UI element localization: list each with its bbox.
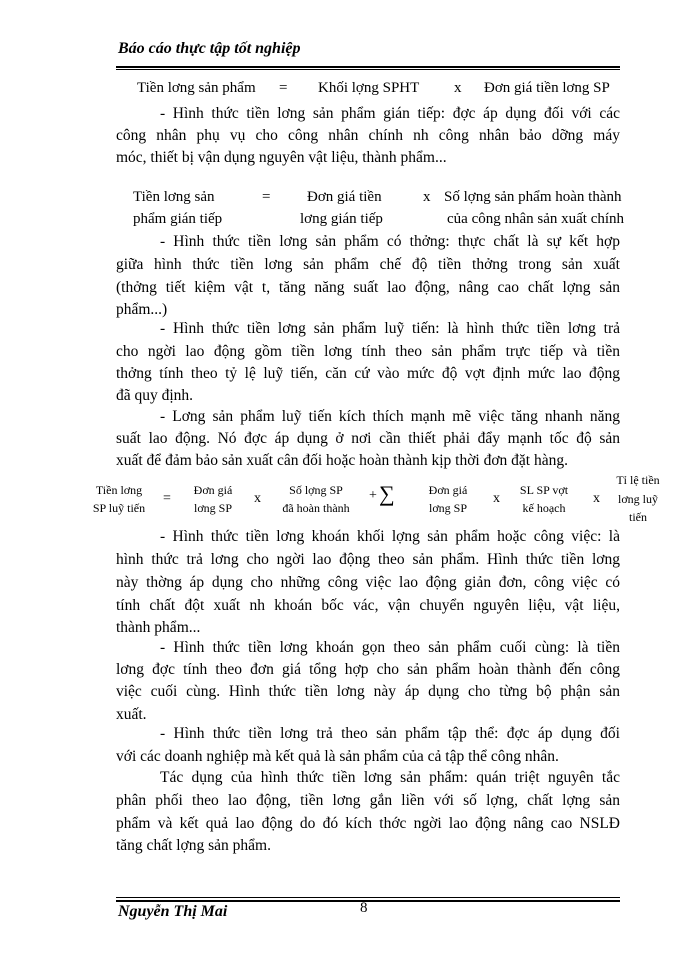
para8-line: phẩm và kết quả lao động do đó kích thớc ngời lao động nâng cao NSLĐ bbox=[116, 815, 620, 832]
header-title: Báo cáo thực tập tốt nghiệp bbox=[118, 40, 301, 57]
para5-line: thành phẩm... bbox=[116, 619, 201, 636]
footer-author: Nguyễn Thị Mai bbox=[118, 903, 228, 920]
formula2-b1: Số lợng sản phẩm hoàn thành bbox=[444, 189, 622, 205]
formula1-eq: = bbox=[279, 80, 288, 96]
para4-line: xuất để đảm bảo sản xuất cân đối hoặc hoàn thành kịp thời đơn đặt hàng. bbox=[116, 452, 568, 469]
para5-line: tính chất đột xuất nh khoán bốc vác, vận chuyển nguyên liệu, vật liệu, bbox=[116, 597, 620, 614]
formula3-sigma: ∑ bbox=[379, 481, 395, 506]
formula3-d1: SL SP vợt bbox=[519, 483, 569, 497]
header-rule-thin bbox=[116, 69, 620, 70]
formula2-eq: = bbox=[262, 189, 271, 205]
para4-line: suất lao động. Nó đợc áp dụng ở nơi cần thiết phải đẩy mạnh tốc độ sản bbox=[116, 430, 620, 447]
formula3-times1: x bbox=[254, 491, 261, 506]
formula1-a: Khối lợng SPHT bbox=[318, 80, 420, 96]
para2-line: giữa hình thức tiền lơng sản phẩm chế độ tiền thởng trong sản xuất bbox=[116, 256, 620, 273]
formula2-lhs2: phẩm gián tiếp bbox=[133, 211, 223, 227]
formula2-lhs1: Tiền lơng sản bbox=[133, 189, 215, 205]
formula2-times: x bbox=[423, 189, 431, 205]
para7-line: - Hình thức tiền lơng trả theo sản phẩm tập thể: đợc áp dụng đối bbox=[160, 725, 620, 742]
formula3-b1: Số lợng SP bbox=[289, 483, 343, 497]
para6-line: lơng đợc tính theo đơn giá tổng hợp cho sản phẩm hoàn thành đến công bbox=[116, 661, 620, 678]
page-number: 8 bbox=[360, 900, 368, 916]
para1-line: móc, thiết bị vận dụng nguyên vật liệu, thành phẩm... bbox=[116, 149, 447, 166]
formula3-times2: x bbox=[493, 491, 500, 506]
para5-line: - Hình thức tiền lơng khoán khối lợng sản phẩm hoặc công việc: là bbox=[160, 528, 620, 545]
para6-line: xuất. bbox=[116, 706, 147, 723]
formula1-b: Đơn giá tiền lơng SP bbox=[484, 80, 610, 96]
para2-line: - Hình thức tiền lơng sản phẩm có thởng: thực chất là sự kết hợp bbox=[160, 233, 620, 250]
formula3-a2: lơng SP bbox=[193, 501, 233, 515]
para5-line: hình thức trả lơng cho ngời lao động theo sản phẩm. Hình thức tiền lơng bbox=[116, 551, 620, 568]
header-rule bbox=[116, 66, 620, 68]
para1-line: - Hình thức tiền lơng sản phẩm gián tiếp: đợc áp dụng đối với các bbox=[160, 105, 620, 122]
para3-line: - Hình thức tiền lơng sản phẩm luỹ tiến: là hình thức tiền lơng trả bbox=[160, 320, 620, 337]
formula3-b2: đã hoàn thành bbox=[282, 501, 350, 515]
para3-line: thởng tính theo tỷ lệ luỹ tiến, căn cứ vào mức độ vợt định mức lao động bbox=[116, 365, 620, 382]
formula3-c2: lơng SP bbox=[428, 501, 468, 515]
para8-line: phân phối theo lao động, tiền lơng gắn liền với số lợng, chất lợng sản bbox=[116, 792, 620, 809]
para6-line: - Hình thức tiền lơng khoán gọn theo sản phẩm cuối cùng: là tiền bbox=[160, 639, 620, 656]
formula3-lhs1: Tiền lơng bbox=[95, 483, 143, 497]
formula1-lhs: Tiền lơng sản phẩm bbox=[137, 80, 256, 96]
formula1-times: x bbox=[454, 80, 462, 96]
para6-line: việc cuối cùng. Hình thức tiền lơng này áp dụng cho từng bộ phận sản bbox=[116, 683, 620, 700]
formula3-lhs2: SP luỹ tiến bbox=[92, 501, 146, 515]
formula3-eq: = bbox=[163, 491, 171, 506]
formula3-c1: Đơn giá bbox=[428, 483, 468, 497]
formula3-plus: + bbox=[369, 488, 377, 503]
para3-line: đã quy định. bbox=[116, 387, 194, 404]
para5-line: này thờng áp dụng cho những công việc lao động giản đơn, công việc có bbox=[116, 574, 620, 591]
para1-line: công nhân phụ vụ cho công nhân chính nh công nhân bảo dỡng máy bbox=[116, 127, 620, 144]
para3-line: cho ngời lao động gồm tiền lơng tính theo sản phẩm trực tiếp và tiền bbox=[116, 343, 620, 360]
formula2-a2: lơng gián tiếp bbox=[300, 211, 383, 227]
formula2-a1: Đơn giá tiền bbox=[307, 189, 382, 205]
formula2-b2: của công nhân sản xuất chính bbox=[447, 211, 625, 227]
formula3-times3: x bbox=[593, 491, 600, 506]
para4-line: - Lơng sản phẩm luỹ tiến kích thích mạnh mẽ việc tăng nhanh năng bbox=[160, 408, 620, 425]
formula3-e2: lơng luỹ bbox=[617, 492, 658, 506]
formula3-e1: Tỉ lệ tiền bbox=[616, 473, 660, 487]
formula3-a1: Đơn giá bbox=[193, 483, 233, 497]
footer-rule-thin bbox=[116, 897, 620, 898]
para7-line: với các doanh nghiệp mà kết quả là sản phẩm của cả tập thể công nhân. bbox=[116, 748, 559, 765]
para2-line: (thởng tiết kiệm vật t, tăng năng suất lao động, nâng cao chất lợng sản bbox=[116, 279, 620, 296]
para2-line: phẩm...) bbox=[116, 301, 168, 318]
formula3-d2: kế hoạch bbox=[522, 501, 566, 515]
para8-line: Tác dụng của hình thức tiền lơng sản phẩm: quán triệt nguyên tắc bbox=[160, 769, 620, 786]
footer-rule bbox=[116, 900, 620, 902]
para8-line: tăng chất lợng sản phẩm. bbox=[116, 837, 271, 854]
formula3-e3: tiến bbox=[629, 510, 647, 524]
